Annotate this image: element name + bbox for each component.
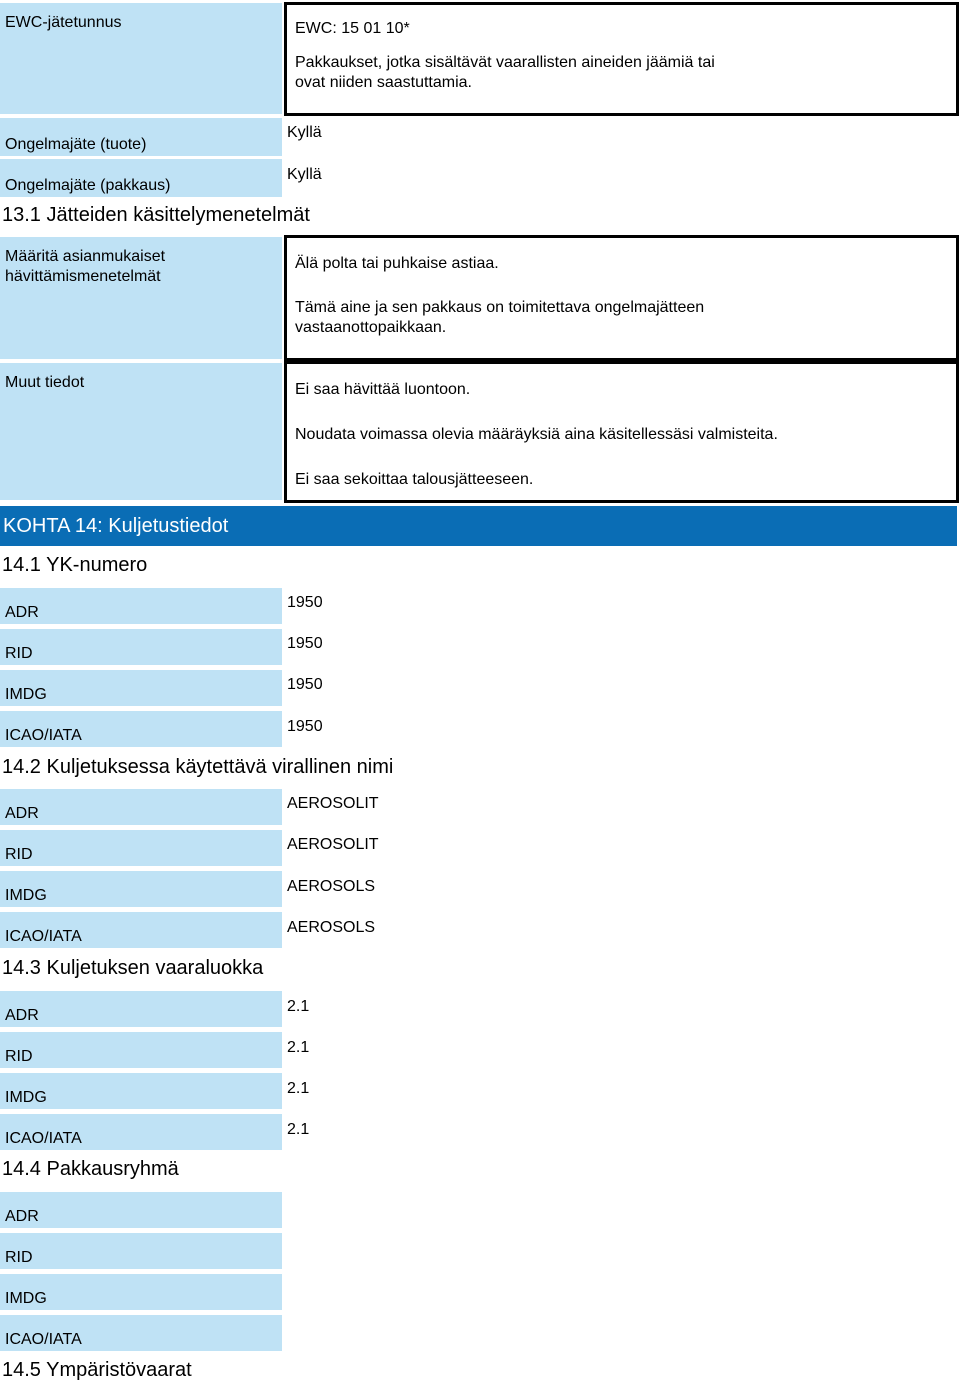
other-info-box <box>284 361 959 503</box>
name-label-icao <box>0 912 282 948</box>
hazardous-package-label <box>0 159 282 197</box>
packing-label-text: ADR <box>5 1208 39 1225</box>
disposal-label <box>0 237 282 359</box>
heading-14-4: 14.4 Pakkausryhmä <box>2 1158 179 1180</box>
name-label-text: IMDG <box>5 887 47 904</box>
class-label-icao <box>0 1114 282 1150</box>
other-info-line: Noudata voimassa olevia määräyksiä aina käsitellessäsi valmisteita. <box>295 426 778 443</box>
un-label-text: ADR <box>5 604 39 621</box>
disposal-label-text: Määritä asianmukaiset hävittämismenetelmät <box>5 248 166 285</box>
section-14-title <box>0 506 957 546</box>
class-value-rid: 2.1 <box>287 1039 310 1056</box>
un-label-text: IMDG <box>5 686 47 703</box>
other-info-label-text: Muut tiedot <box>5 374 85 391</box>
name-label-text: ADR <box>5 805 39 822</box>
ewc-box <box>284 2 959 116</box>
ewc-code: EWC: 15 01 10* <box>295 20 410 37</box>
section-14-title-text: KOHTA 14: Kuljetustiedot <box>3 514 229 537</box>
packing-label-icao <box>0 1315 282 1351</box>
class-label-text: ADR <box>5 1007 39 1024</box>
packing-label-rid <box>0 1233 282 1269</box>
un-value-rid: 1950 <box>287 635 323 652</box>
class-value-imdg: 2.1 <box>287 1080 310 1097</box>
ewc-description: Pakkaukset, jotka sisältävät vaarallisten aineiden jäämiä tai ovat niiden saastuttamia. <box>295 54 715 91</box>
un-label-imdg <box>0 670 282 706</box>
packing-label-adr <box>0 1192 282 1228</box>
other-info-line: Ei saa sekoittaa talousjätteeseen. <box>295 471 534 488</box>
other-info-line: Ei saa hävittää luontoon. <box>295 381 471 398</box>
un-label-adr <box>0 588 282 624</box>
disposal-line: Älä polta tai puhkaise astiaa. <box>295 255 499 272</box>
name-label-adr <box>0 789 282 825</box>
hazardous-product-label <box>0 118 282 156</box>
disposal-line: Tämä aine ja sen pakkaus on toimitettava ongelmajätteen vastaanottopaikkaan. <box>295 299 705 336</box>
packing-label-imdg <box>0 1274 282 1310</box>
heading-14-5: 14.5 Ympäristövaarat <box>2 1359 192 1381</box>
other-info-label <box>0 363 282 500</box>
packing-label-text: IMDG <box>5 1290 47 1307</box>
class-value-adr: 2.1 <box>287 998 310 1015</box>
class-label-text: ICAO/IATA <box>5 1130 82 1147</box>
heading-14-3: 14.3 Kuljetuksen vaaraluokka <box>2 957 264 979</box>
heading-14-1: 14.1 YK-numero <box>2 554 148 576</box>
name-value-icao: AEROSOLS <box>287 919 376 936</box>
class-label-imdg <box>0 1073 282 1109</box>
name-label-text: ICAO/IATA <box>5 928 82 945</box>
name-label-rid <box>0 830 282 866</box>
un-label-icao <box>0 711 282 747</box>
un-value-icao: 1950 <box>287 718 323 735</box>
class-value-icao: 2.1 <box>287 1121 310 1138</box>
un-value-imdg: 1950 <box>287 676 323 693</box>
name-label-imdg <box>0 871 282 907</box>
un-label-rid <box>0 629 282 665</box>
class-label-text: RID <box>5 1048 33 1065</box>
hazardous-product-label-text: Ongelmajäte (tuote) <box>5 136 147 153</box>
packing-label-text: RID <box>5 1249 33 1266</box>
heading-14-2: 14.2 Kuljetuksessa käytettävä virallinen nimi <box>2 756 394 778</box>
disposal-box <box>284 235 959 361</box>
un-label-text: RID <box>5 645 33 662</box>
ewc-label-text: EWC-jätetunnus <box>5 14 122 31</box>
class-label-adr <box>0 991 282 1027</box>
hazardous-product-value: Kyllä <box>287 124 322 141</box>
packing-label-text: ICAO/IATA <box>5 1331 82 1348</box>
name-label-text: RID <box>5 846 33 863</box>
heading-13-1: 13.1 Jätteiden käsittelymenetelmät <box>2 204 310 226</box>
name-value-adr: AEROSOLIT <box>287 795 379 812</box>
un-value-adr: 1950 <box>287 594 323 611</box>
name-value-imdg: AEROSOLS <box>287 878 376 895</box>
hazardous-package-label-text: Ongelmajäte (pakkaus) <box>5 177 171 194</box>
class-label-rid <box>0 1032 282 1068</box>
hazardous-package-value: Kyllä <box>287 166 322 183</box>
ewc-label <box>0 3 282 114</box>
class-label-text: IMDG <box>5 1089 47 1106</box>
un-label-text: ICAO/IATA <box>5 727 82 744</box>
name-value-rid: AEROSOLIT <box>287 836 379 853</box>
